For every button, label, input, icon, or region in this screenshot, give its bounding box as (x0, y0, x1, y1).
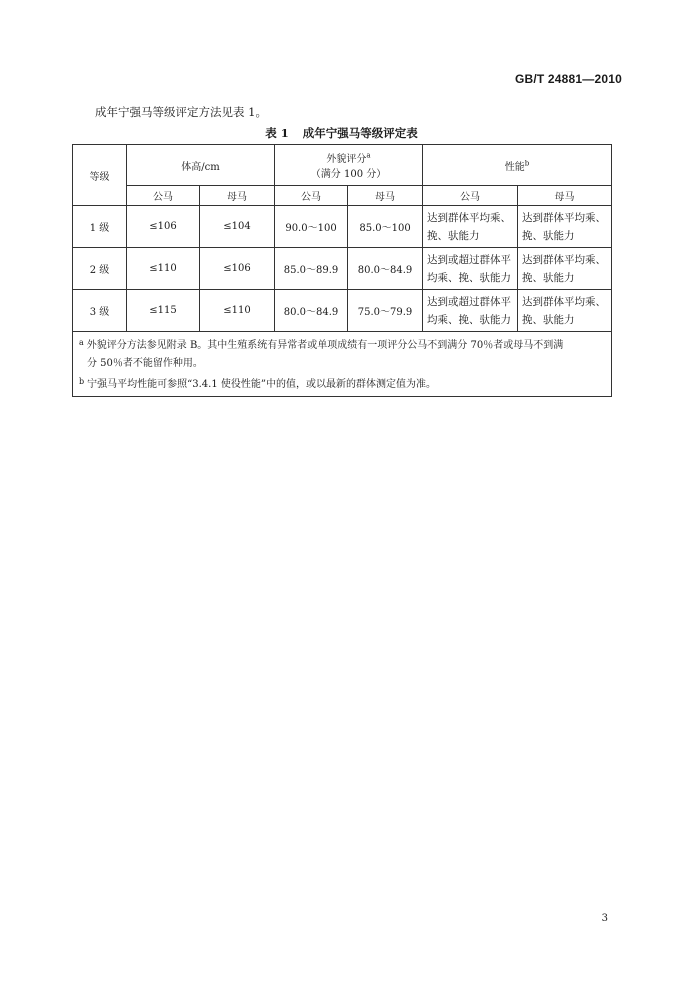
header-appearance (275, 145, 423, 186)
height-mare-cell: ≤106 (200, 248, 275, 290)
header-height-mare: 母马 (200, 186, 275, 206)
footnote-a (79, 334, 605, 355)
footnote-b (79, 373, 605, 394)
appearance-mare-cell: 75.0～79.9 (348, 290, 423, 332)
appearance-stallion-cell: 80.0～84.9 (275, 290, 348, 332)
header-height: 体高/cm (127, 145, 275, 186)
appearance-stallion-cell: 90.0～100 (275, 206, 348, 248)
footnotes-cell (73, 332, 612, 397)
grade-table (72, 144, 612, 397)
header-appearance-mare: 母马 (348, 186, 423, 206)
performance-stallion-cell: 达到或超过群体平均乘、挽、驮能力 (423, 290, 518, 332)
header-performance-label: 性能 (504, 161, 525, 173)
header-performance-mare: 母马 (518, 186, 612, 206)
height-stallion-cell: ≤106 (127, 206, 200, 248)
footnote-a-mark: a (79, 338, 84, 347)
appearance-stallion-cell: 85.0～89.9 (275, 248, 348, 290)
table-row (73, 290, 612, 332)
performance-mare-cell: 达到群体平均乘、挽、驮能力 (518, 248, 612, 290)
table-row (73, 248, 612, 290)
standard-code: GB/T 24881—2010 (514, 72, 622, 86)
header-performance-stallion: 公马 (423, 186, 518, 206)
table-caption-title: 成年宁强马等级评定表 (302, 126, 418, 140)
grade-cell: 3 级 (73, 290, 127, 332)
table-caption (72, 125, 611, 141)
table-row (73, 206, 612, 248)
header-row-2 (73, 186, 612, 206)
footnote-a-text-1: 外貌评分方法参见附录 B。其中生殖系统有异常者或单项成绩有一项评分公马不到满分 70％者或母马不到满 (86, 340, 564, 351)
page-number: 3 (601, 913, 608, 924)
performance-stallion-cell: 达到或超过群体平均乘、挽、驮能力 (423, 248, 518, 290)
appearance-mare-cell: 80.0～84.9 (348, 248, 423, 290)
footnote-mark-a: a (366, 151, 371, 160)
height-stallion-cell: ≤115 (127, 290, 200, 332)
performance-mare-cell: 达到群体平均乘、挽、驮能力 (518, 290, 612, 332)
height-mare-cell: ≤110 (200, 290, 275, 332)
table-caption-number: 表 1 (265, 126, 289, 140)
height-mare-cell: ≤104 (200, 206, 275, 248)
appearance-mare-cell: 85.0～100 (348, 206, 423, 248)
height-stallion-cell: ≤110 (127, 248, 200, 290)
header-appearance-note: （满分 100 分） (310, 169, 387, 180)
header-height-stallion: 公马 (127, 186, 200, 206)
header-appearance-label: 外貌评分 (326, 154, 367, 165)
header-performance (423, 145, 612, 186)
performance-mare-cell: 达到群体平均乘、挽、驮能力 (518, 206, 612, 248)
footnote-a-continued: 分 50％者不能留作种用。 (87, 358, 203, 369)
intro-paragraph: 成年宁强马等级评定方法见表 1。 (95, 105, 267, 119)
grade-cell: 1 级 (73, 206, 127, 248)
header-appearance-stallion: 公马 (275, 186, 348, 206)
footnote-b-text: 宁强马平均性能可参照“3.4.1 使役性能”中的值，或以最新的群体测定值为准。 (87, 379, 436, 390)
footnote-b-mark: b (79, 377, 85, 386)
footnote-row (73, 332, 612, 397)
footnote-mark-b: b (524, 159, 530, 168)
header-grade: 等级 (73, 145, 127, 206)
performance-stallion-cell: 达到群体平均乘、挽、驮能力 (423, 206, 518, 248)
grade-cell: 2 级 (73, 248, 127, 290)
header-row-1 (73, 145, 612, 186)
